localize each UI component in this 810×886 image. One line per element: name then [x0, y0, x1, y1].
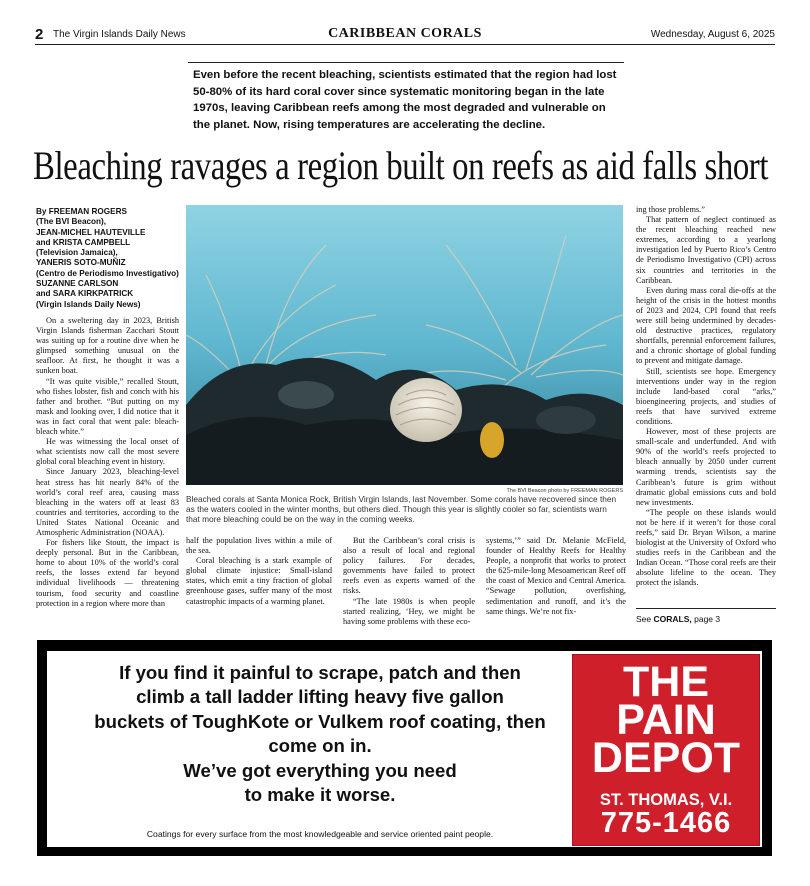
coral-photo-illustration	[186, 205, 623, 485]
article-deck: Even before the recent bleaching, scientists estimated that the region had lost 50-80% of its hard coral cover since systematic monitoring began in the late 1970s, leaving Caribbean reefs among the most degraded and vulnerable on the planet. Now, rising temperatures are accelerating the decline.	[193, 69, 617, 131]
byline-line: (Television Jamaica),	[36, 248, 118, 258]
article-paragraph: Still, scientists see hope. Emergency interventions under way in the region include land-based coral “arks,” bioengineering projects, and studies of reefs that have survived extreme conditions.	[636, 366, 776, 426]
byline-line: SUZANNE CARLSON	[36, 279, 119, 289]
logo-city: ST. THOMAS, V.I.	[599, 791, 733, 809]
ad-footer: Coatings for every surface from the most knowledgeable and service oriented paint people.	[146, 829, 494, 839]
article-paragraph: “It was quite visible,” recalled Stoutt, who fishes lobster, fish and conch with his father and brother. “But putting on my mask and looking over, I did notice that it was in fact coral that went pale: bleach-bleach white.”	[36, 376, 179, 437]
article-paragraph: That pattern of neglect continued as the recent bleaching reached new extremes, according to a yearlong investigation led by Puerto Rico’s Centro de Periodismo Investigativo (CPI) across six countries and territories in the Caribbean.	[636, 215, 776, 285]
photo-caption: Bleached corals at Santa Monica Rock, British Virgin Islands, last November. Some corals have recovered since then as the waters cooled in the winter months, but others died. Though this year is slightly cooler so far, scientists warn that more bleaching could be on the way in the coming weeks.	[186, 494, 617, 525]
article-paragraph: systems,’” said Dr. Melanie McField, founder of Healthy Reefs for Healthy People, a nonprofit that works to protect the 625-mile-long Mesoamerican Reef off the coast of Mexico and Central America. “Sewage pollution, overfishing, sedimentation and runoff, and it’s the same things. We’re not fix-	[486, 536, 626, 616]
article-paragraph: For fishers like Stoutt, the impact is deeply personal. But in the Caribbean, home to about 10% of the world’s coral reefs, the losses extend far beyond individual livelihoods — threatening tourism, food security and coastline protection in a region where more than	[36, 538, 179, 608]
byline-line: and SARA KIRKPATRICK	[36, 289, 134, 299]
byline-line: YANERIS SOTO-MUÑIZ	[36, 258, 126, 268]
article-paragraph: ing those problems.”	[636, 205, 705, 214]
jump-prefix: See	[636, 614, 652, 624]
article-column-5	[636, 205, 776, 589]
ad-copy-line: come on in.	[268, 735, 372, 757]
section-title: CARIBBEAN CORALS	[328, 26, 482, 41]
deck-rule	[188, 62, 624, 63]
ad-copy-line: We’ve got everything you need	[183, 759, 457, 781]
logo-phone: 775-1466	[600, 807, 732, 839]
byline-line: (Centro de Periodismo Investigativo)	[36, 268, 179, 278]
byline-line: (Virgin Islands Daily News)	[36, 299, 141, 309]
article-paragraph: Even during mass coral die-offs at the height of the crisis in the hottest months of 2023 and 2024, CPI found that reefs were still being undermined by decades-old destructive practices, regulatory shortfalls, perennial enforcement failures, and a chronic shortage of global funding to prevent and mitigate damage.	[636, 285, 776, 366]
article-paragraph: He was witnessing the local onset of what scientists now call the most severe global coral bleaching event in history.	[36, 437, 179, 467]
paper-name: The Virgin Islands Daily News	[53, 29, 186, 40]
ad-copy-line: If you find it painful to scrape, patch and then	[119, 662, 521, 683]
jump-rule	[636, 608, 776, 609]
logo-wordmark	[573, 658, 759, 782]
article-paragraph: On a sweltering day in 2023, British Virgin Islands fisherman Zacchari Stoutt was suiting up for a routine dive when he glimpsed something unusual on the seafloor. At first, he thought it was a sunken boat.	[36, 316, 179, 376]
logo-word: DEPOT	[591, 734, 741, 782]
ad-copy-line: to make it worse.	[244, 784, 396, 806]
article-paragraph: “The late 1980s is when people started realizing, ‘Hey, we might be having some problems with these eco-	[343, 596, 475, 626]
photo-credit: The BVI Beacon photo by FREEMAN ROGERS	[506, 488, 623, 494]
jump-page: page 3	[694, 614, 721, 624]
ad-copy-line: buckets of ToughKote or Vulkem roof coating, then	[94, 710, 546, 732]
byline-line: and KRISTA CAMPBELL	[36, 237, 131, 247]
byline-line: JEAN-MICHEL HAUTEVILLE	[36, 227, 146, 237]
issue-date: Wednesday, August 6, 2025	[650, 29, 775, 40]
article-paragraph: “The people on these islands would not be here if it weren’t for those coral reefs,” said Dr. Bryan Wilson, a marine biologist at the University of Oxford who studies reefs in the Caribbean and the Indian Ocean. “Those coral reefs are their absolute lifeline to the ocean. They protect the islands.	[636, 507, 776, 588]
article-paragraph: half the population lives within a mile of the sea.	[186, 536, 332, 556]
page-number: 2	[35, 26, 44, 43]
byline-line: (The BVI Beacon),	[36, 217, 107, 227]
jump-label: CORALS,	[653, 614, 692, 624]
logo-word: THE	[623, 658, 709, 706]
byline	[36, 207, 186, 310]
article-column-4	[486, 536, 626, 617]
article-paragraph: Since January 2023, bleaching-level heat stress has hit nearly 84% of the world’s coral reef area, causing mass bleaching in the waters off at least 83 countries and territories, according to the United States National Oceanic and Atmospheric Administration (NOAA).	[36, 467, 179, 537]
continued-jump	[636, 614, 720, 624]
ad-copy-line: climb a tall ladder lifting heavy five gallon	[136, 686, 504, 708]
article-column-2	[186, 536, 332, 607]
pain-depot-logo	[572, 654, 760, 846]
article-column-3	[343, 536, 475, 627]
article-paragraph: Coral bleaching is a stark example of global climate injustice: Small-island states, which emit a tiny fraction of global greenhouse gases, suffer many of the most catastrophic impacts of a warming planet.	[186, 556, 332, 606]
byline-line: By FREEMAN ROGERS	[36, 207, 127, 216]
header-rule	[35, 44, 775, 45]
article-column-1	[36, 316, 179, 609]
ad-copy	[70, 661, 570, 807]
headline: Bleaching ravages a region built on reefs as aid falls short	[33, 143, 769, 188]
article-paragraph: But the Caribbean’s coral crisis is also a result of local and regional policy failures. For decades, governments have failed to protect reefs even as experts warned of the risks.	[343, 536, 475, 596]
coral-photo	[186, 205, 623, 485]
logo-word: PAIN	[616, 696, 716, 744]
article-paragraph: However, most of these projects are small-scale and underfunded. And with 90% of the world’s reefs projected to bleach annually by 2050 under current warming trends, scientists say the Caribbean’s future is grim without dramatic global emissions cuts and bold new investments.	[636, 427, 776, 507]
